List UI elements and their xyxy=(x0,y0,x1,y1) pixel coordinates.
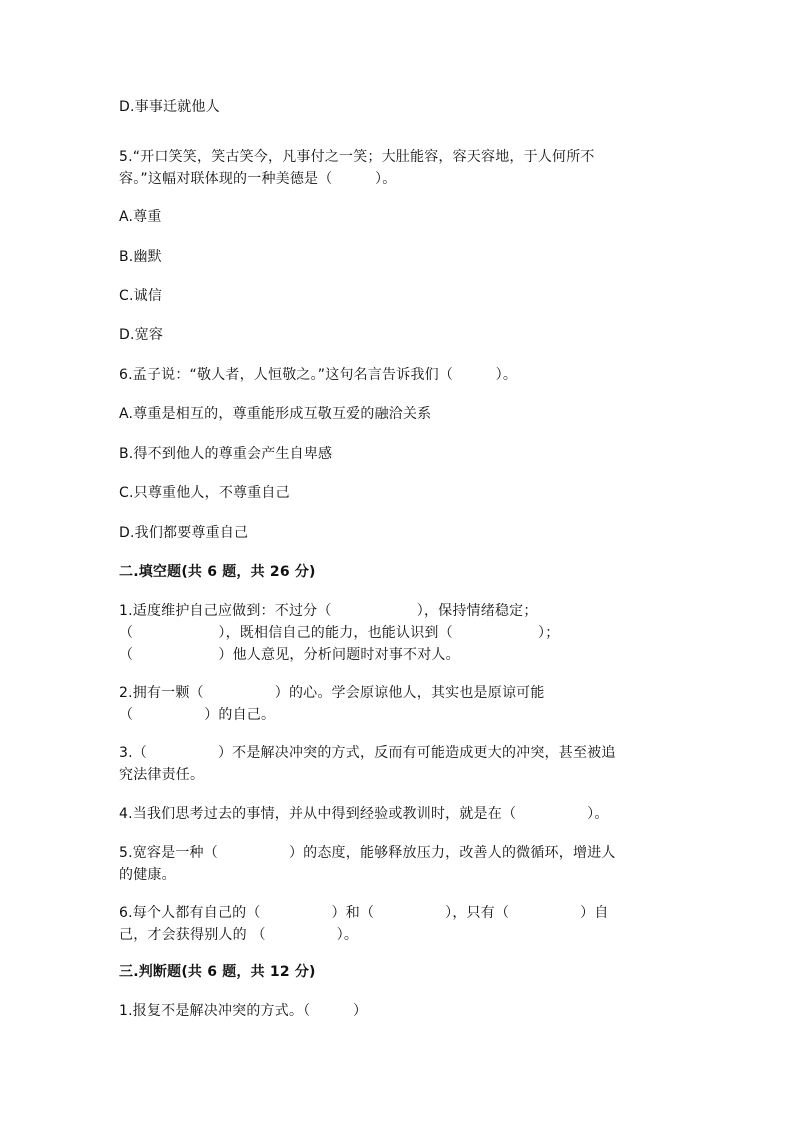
q5-option-b: B.幽默 xyxy=(119,249,162,265)
q5-stem-line1: 5.“开口笑笑，笑古笑今，凡事付之一笑；大肚能容，容天容地，于人何所不 xyxy=(119,149,595,165)
q5-option-c: C.诚信 xyxy=(119,288,163,304)
fill-q3-line2: 究法律责任。 xyxy=(119,767,205,783)
fill-q4-line1: 4.当我们思考过去的事情，并从中得到经验或教训时，就是在（ ）。 xyxy=(119,806,609,822)
q4-option-d: D.事事迁就他人 xyxy=(119,99,220,115)
fill-q3-line1: 3.（ ）不是解决冲突的方式，反而有可能造成更大的冲突，甚至被追 xyxy=(119,745,616,761)
fill-q1-line2: （ ），既相信自己的能力，也能认识到（ ）； xyxy=(119,625,560,641)
q6-option-a: A.尊重是相互的，尊重能形成互敬互爱的融洽关系 xyxy=(119,406,432,422)
q5-option-a: A.尊重 xyxy=(119,209,162,225)
fill-q1-line3: （ ）他人意见，分析问题时对事不对人。 xyxy=(119,647,460,663)
judge-q1-line1: 1.报复不是解决冲突的方式。（ ） xyxy=(119,1003,368,1019)
fill-q5-line1: 5.宽容是一种（ ）的态度，能够释放压力，改善人的微循环，增进人 xyxy=(119,845,616,861)
q6-option-c: C.只尊重他人，不尊重自己 xyxy=(119,485,290,501)
fill-q6-line2: 己，才会获得别人的 （ ）。 xyxy=(119,927,359,943)
fill-q1-line1: 1.适度维护自己应做到：不过分（ ），保持情绪稳定； xyxy=(119,603,538,619)
q6-stem: 6.孟子说：“敬人者，人恒敬之。”这句名言告诉我们（ ）。 xyxy=(119,367,518,383)
q5-stem-line2: 容。”这幅对联体现的一种美德是（ ）。 xyxy=(119,171,397,187)
fill-q6-line1: 6.每个人都有自己的（ ）和（ ），只有（ ）自 xyxy=(119,905,609,921)
q6-option-d: D.我们都要尊重自己 xyxy=(119,525,249,541)
q6-option-b: B.得不到他人的尊重会产生自卑感 xyxy=(119,446,333,462)
q5-option-d: D.宽容 xyxy=(119,327,164,343)
section2-title: 二.填空题(共 6 题，共 26 分) xyxy=(119,564,316,580)
fill-q5-line2: 的健康。 xyxy=(119,867,176,883)
section3-title: 三.判断题(共 6 题，共 12 分) xyxy=(119,964,316,980)
fill-q2-line1: 2.拥有一颗（ ）的心。学会原谅他人，其实也是原谅可能 xyxy=(119,685,545,701)
fill-q2-line2: （ ）的自己。 xyxy=(119,707,276,723)
